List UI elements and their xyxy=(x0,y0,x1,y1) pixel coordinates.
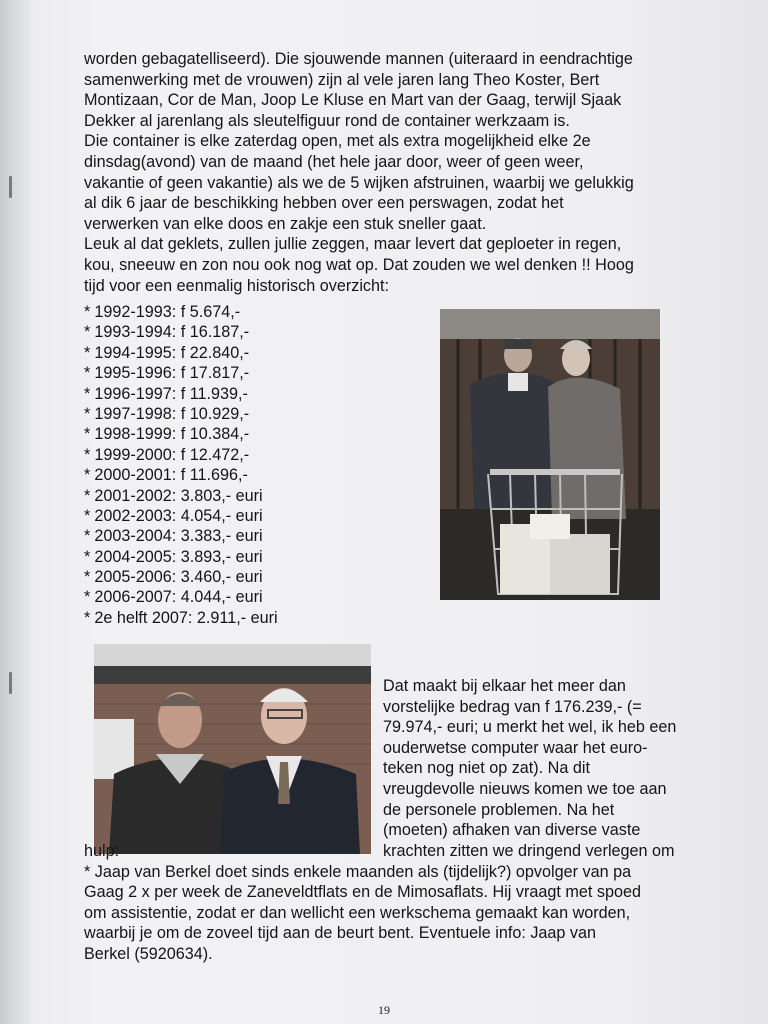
text-line: hulp: xyxy=(84,842,120,860)
list-item: * 1999-2000: f 12.472,- xyxy=(84,445,250,464)
staple xyxy=(9,176,12,198)
text-line: ouderwetse computer waar het euro- xyxy=(383,738,648,757)
binding-gutter xyxy=(0,0,30,1024)
text-line: krachten zitten we dringend verlegen om xyxy=(383,841,675,860)
historical-overview-list xyxy=(84,302,424,628)
text-line: worden gebagatelliseerd). Die sjouwende mannen (uiteraard in eendrachtige xyxy=(84,50,633,68)
intro-paragraph xyxy=(84,49,724,296)
list-item: * 2005-2006: 3.460,- euri xyxy=(84,568,263,587)
text-line: 79.974,- euri; u merkt het wel, ik heb een xyxy=(383,718,677,737)
list-item: * 2002-2003: 4.054,- euri xyxy=(84,506,263,525)
text-line: Berkel (5920634). xyxy=(84,944,213,963)
list-item: * 2003-2004: 3.383,- euri xyxy=(84,527,263,546)
text-line: de personele problemen. Na het xyxy=(383,800,615,819)
text-line: Gaag 2 x per week de Zaneveldtflats en de Mimosaflats. Hij vraagt met spoed xyxy=(84,883,641,902)
text-line: Montizaan, Cor de Man, Joop Le Kluse en Mart van der Gaag, terwijl Sjaak xyxy=(84,91,622,110)
text-line: om assistentie, zodat er dan wellicht een werkschema gemaakt kan worden, xyxy=(84,903,631,922)
list-item: * 1998-1999: f 10.384,- xyxy=(84,425,250,444)
side-paragraph xyxy=(383,676,723,861)
text-line: Dat maakt bij elkaar het meer dan xyxy=(383,677,626,695)
text-line: Die container is elke zaterdag open, met als extra mogelijkheid elke 2e xyxy=(84,132,591,151)
list-item: * 1995-1996: f 17.817,- xyxy=(84,364,250,383)
staple xyxy=(9,672,12,694)
text-line: vakantie of geen vakantie) als we de 5 wijken afstruinen, waarbij we gelukkig xyxy=(84,173,634,192)
list-item: * 2001-2002: 3.803,- euri xyxy=(84,486,263,505)
text-line: Leuk al dat geklets, zullen jullie zeggen, maar levert dat geploeter in regen, xyxy=(84,235,622,254)
list-item: * 1996-1997: f 11.939,- xyxy=(84,384,248,403)
text-line: waarbij je om de zoveel tijd aan de beurt bent. Eventuele info: Jaap van xyxy=(84,924,597,943)
list-item: * 1997-1998: f 10.929,- xyxy=(84,404,250,423)
list-item: * 1994-1995: f 22.840,- xyxy=(84,343,250,362)
list-item: * 1992-1993: f 5.674,- xyxy=(84,303,241,321)
text-line: dinsdag(avond) van de maand (het hele jaar door, weer of geen weer, xyxy=(84,152,584,171)
text-line: vorstelijke bedrag van f 176.239,- (= xyxy=(383,697,642,716)
list-item: * 2004-2005: 3.893,- euri xyxy=(84,547,263,566)
text-line: al dik 6 jaar de beschikking hebben over een perswagen, zodat het xyxy=(84,194,564,213)
bottom-paragraph xyxy=(84,841,734,965)
text-line: teken nog niet op zat). Na dit xyxy=(383,759,590,778)
list-item: * 2000-2001: f 11.696,- xyxy=(84,466,248,485)
list-item: * 2006-2007: 4.044,- euri xyxy=(84,588,263,607)
text-line: samenwerking met de vrouwen) zijn al vele jaren lang Theo Koster, Bert xyxy=(84,70,600,89)
list-item: * 1993-1994: f 16.187,- xyxy=(84,323,250,342)
list-item: * 2e helft 2007: 2.911,- euri xyxy=(84,608,278,627)
text-line: verwerken van elke doos en zakje een stuk sneller gaat. xyxy=(84,214,487,233)
text-line: * Jaap van Berkel doet sinds enkele maanden als (tijdelijk?) opvolger van pa xyxy=(84,862,632,881)
text-line: (moeten) afhaken van diverse vaste xyxy=(383,821,641,840)
page-number: 19 xyxy=(378,1003,390,1017)
photo-two-men xyxy=(94,644,371,854)
text-line: vreugdevolle nieuws komen we toe aan xyxy=(383,779,667,798)
text-line: Dekker al jarenlang als sleutelfiguur rond de container werkzaam is. xyxy=(84,111,570,130)
text-line: tijd voor een eenmalig historisch overzicht: xyxy=(84,276,390,295)
photo-cart-volunteers xyxy=(440,309,660,600)
text-line: kou, sneeuw en zon nou ook nog wat op. Dat zouden we wel denken !! Hoog xyxy=(84,255,634,274)
